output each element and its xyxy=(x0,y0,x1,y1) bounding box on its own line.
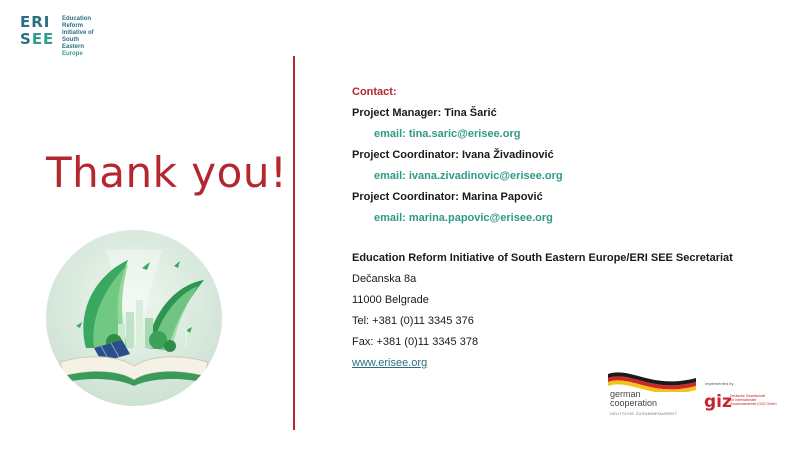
gc-subtitle: DEUTSCHE ZUSAMMENARBEIT xyxy=(610,411,678,416)
german-cooperation-text xyxy=(610,390,657,408)
contact-block xyxy=(352,82,772,229)
website-link[interactable]: www.erisee.org xyxy=(352,357,428,369)
contact-email[interactable]: email: ivana.zivadinovic@erisee.org xyxy=(374,170,563,182)
logo-text xyxy=(62,16,122,58)
giz-logo: giz xyxy=(704,392,732,412)
gc-line1: german xyxy=(610,389,641,399)
organization-block xyxy=(352,248,772,374)
erisee-logo xyxy=(20,13,140,57)
logo-line1: ERI xyxy=(20,13,51,31)
giz-text-line: für Internationale xyxy=(730,398,757,402)
org-city: 11000 Belgrade xyxy=(352,294,429,306)
logo-text-line: Europe xyxy=(62,51,83,57)
org-name: Education Reform Initiative of South Eastern Europe/ERI SEE Secretariat xyxy=(352,252,733,264)
giz-text-line: Zusammenarbeit (GIZ) GmbH xyxy=(730,402,777,406)
vertical-divider xyxy=(293,56,295,430)
book-illustration xyxy=(46,230,222,406)
contact-role: Project Coordinator: Ivana Živadinović xyxy=(352,149,554,161)
logo-text-line: Reform xyxy=(62,23,84,29)
contact-role: Project Manager: Tina Šarić xyxy=(352,107,497,119)
german-cooperation-logo xyxy=(606,368,706,423)
logo-text-line: Eastern xyxy=(62,44,85,50)
contact-email[interactable]: email: marina.papovic@erisee.org xyxy=(374,212,553,224)
book-illustration-svg xyxy=(46,230,222,406)
giz-text-line: Deutsche Gesellschaft xyxy=(730,394,766,398)
logo-text-line: Education xyxy=(62,16,92,22)
thank-you-heading: Thank you! xyxy=(46,148,288,197)
logo-mark xyxy=(20,14,60,48)
org-fax: Fax: +381 (0)11 3345 378 xyxy=(352,336,479,348)
contact-email[interactable]: email: tina.saric@erisee.org xyxy=(374,128,521,140)
logo-text-line: South xyxy=(62,37,79,43)
org-tel: Tel: +381 (0)11 3345 376 xyxy=(352,315,474,327)
contact-role: Project Coordinator: Marina Papović xyxy=(352,191,543,203)
logo-line2 xyxy=(20,31,60,48)
logo-ee: EE xyxy=(31,30,55,48)
implemented-by-label: Implemented by xyxy=(705,381,734,386)
logo-text-line: Initiative of xyxy=(62,30,94,36)
org-street: Dečanska 8a xyxy=(352,273,417,285)
logo-s: S xyxy=(20,30,32,48)
contact-label: Contact: xyxy=(352,86,397,98)
gc-line2: cooperation xyxy=(610,398,658,408)
giz-text xyxy=(730,394,780,406)
